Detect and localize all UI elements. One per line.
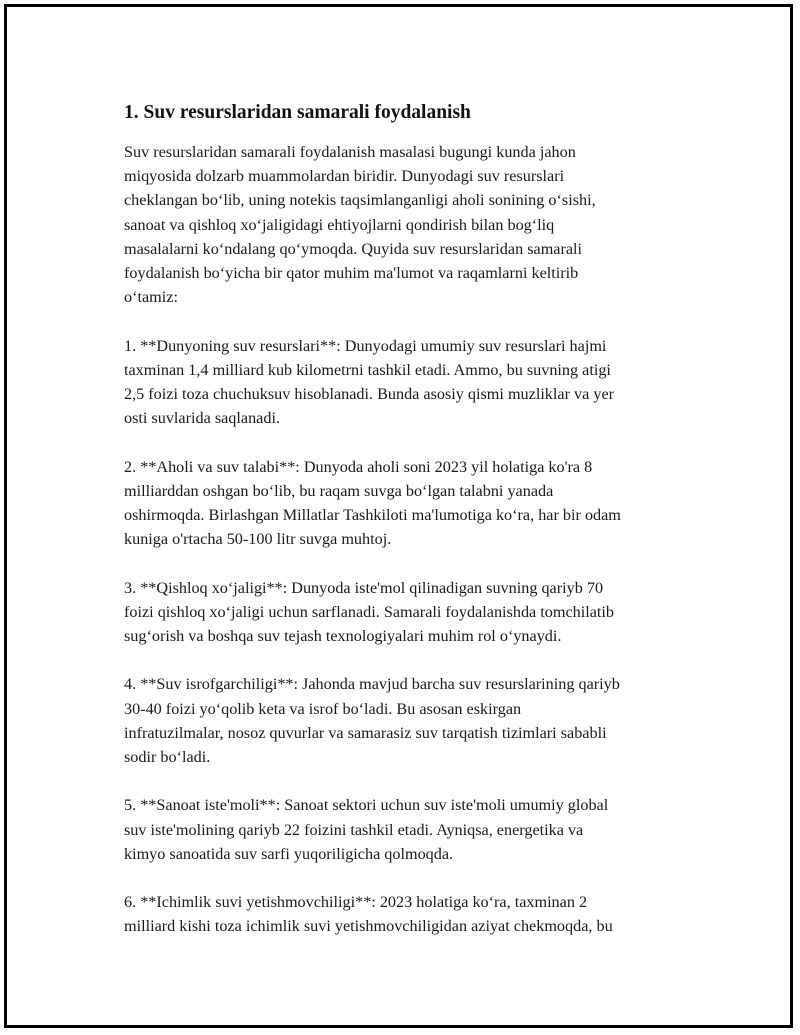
list-item-water-waste: 4. **Suv isrofgarchiligi**: Jahonda mavjud barcha suv resurslarining qariyb 30-40 foizi yo‘qolib keta va isrof bo‘ladi. Bu asosan eskirgan infratuzilmalar, nosoz quvurlar va samarasiz suv tarqatish tizimlari sababli sodir bo‘ladi. [124, 675, 620, 767]
list-item-world-water-resources: 1. **Dunyoning suv resurslari**: Dunyodagi umumiy suv resurslari hajmi taxminan 1,4 milliard kub kilometrni tashkil etadi. Ammo, bu suvning atigi 2,5 foizi toza chuchuksuv hisoblanadi. Bunda asosiy qismi muzliklar va yer osti suvlarida saqlanadi. [124, 336, 615, 428]
page-frame [4, 4, 793, 1028]
intro-paragraph: Suv resurslaridan samarali foydalanish masalasi bugungi kunda jahon miqyosida dolzarb muammolardan biridir. Dunyodagi suv resurslari cheklangan bo‘lib, uning notekis taqsimlanganligi aholi sonining o‘sishi, sanoat va qishloq xo‘jaligidagi ehtiyojlarni qondirish bilan bog‘liq masalalarni ko‘ndalang qo‘ymoqda. Quyida suv resurslaridan samarali foydalanish bo‘yicha bir qator muhim ma'lumot va raqamlarni keltirib o‘tamiz: [124, 143, 596, 307]
list-item-population-water-demand: 2. **Aholi va suv talabi**: Dunyoda aholi soni 2023 yil holatiga ko'ra 8 milliarddan oshgan bo‘lib, bu raqam suvga bo‘lgan talabni yanada oshirmoqda. Birlashgan Millatlar Tashkiloti ma'lumotiga ko‘ra, har bir odam kuniga o'rtacha 50-100 litr suvga muhtoj. [124, 457, 621, 549]
list-item-agriculture: 3. **Qishloq xo‘jaligi**: Dunyoda iste'mol qilinadigan suvning qariyb 70 foizi qishloq xo‘jaligi uchun sarflanadi. Samarali foydalanishda tomchilatib sug‘orish va boshqa suv tejash texnologiyalari muhim rol o‘ynaydi. [124, 578, 614, 646]
list-item-drinking-water-shortage: 6. **Ichimlik suvi yetishmovchiligi**: 2023 holatiga ko‘ra, taxminan 2 milliard kishi toza ichimlik suvi yetishmovchiligidan aziyat chekmoqda, bu [124, 893, 613, 936]
document-body [124, 99, 696, 963]
list-item-industrial-consumption: 5. **Sanoat iste'moli**: Sanoat sektori uchun suv iste'moli umumiy global suv iste'molining qariyb 22 foizini tashkil etadi. Ayniqsa, energetika va kimyo sanoatida suv sarfi yuqoriligicha qolmoqda. [124, 796, 609, 863]
document-title: 1. Suv resurslaridan samarali foydalanish [124, 102, 471, 123]
